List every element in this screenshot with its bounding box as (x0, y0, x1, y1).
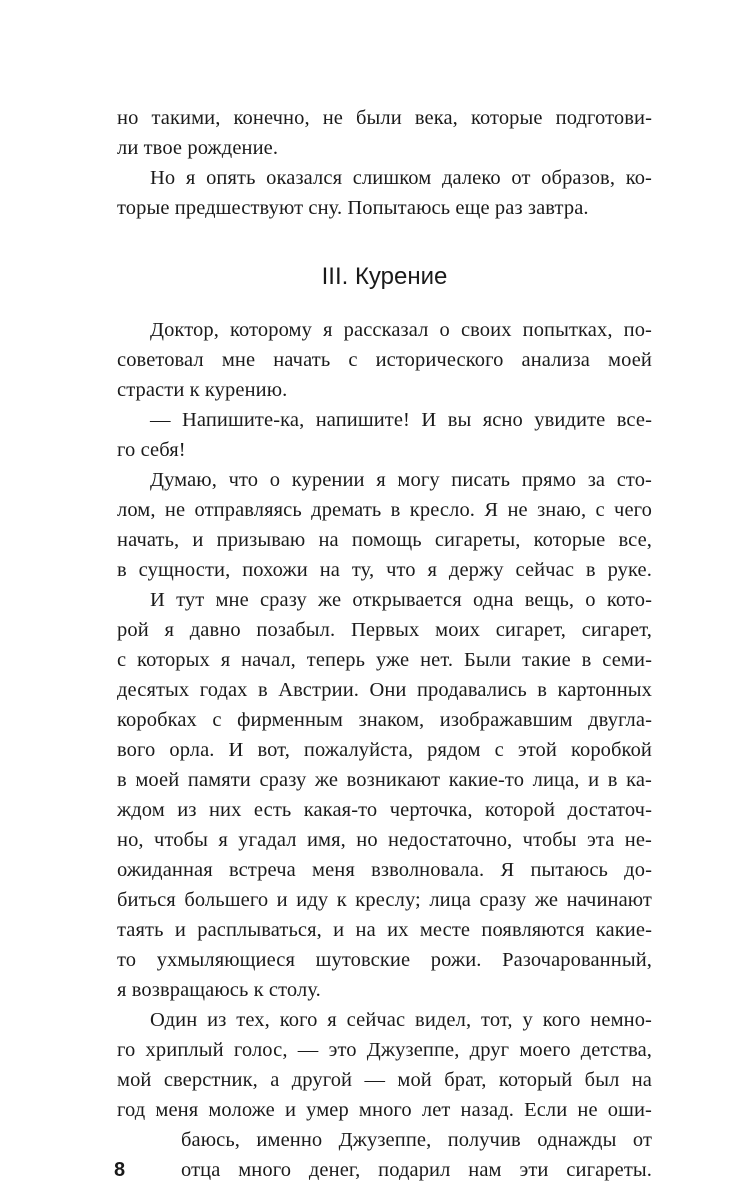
text-line: но такими, конечно, не были века, которые подготови- (117, 107, 652, 129)
text-line: страсти к курению. (117, 379, 288, 401)
text-line: десятых годах в Австрии. Они продавались в картонных (117, 679, 652, 701)
text-line: с которых я начал, теперь уже нет. Были такие в семи- (117, 649, 652, 671)
text-line: то ухмыляющиеся шутовские рожи. Разочарованный, (117, 949, 652, 971)
text-line: биться большего и иду к креслу; лица сразу же начинают (117, 889, 652, 911)
text-line: торые предшествуют сну. Попытаюсь еще раз завтра. (117, 197, 589, 219)
text-line: год меня моложе и умер много лет назад. Если не оши- (117, 1099, 652, 1121)
text-line: ждом из них есть какая-то черточка, которой достаточ- (117, 799, 652, 821)
page-number: 8 (114, 1159, 126, 1181)
text-line: в сущности, похожи на ту, что я держу сейчас в руке. (117, 559, 652, 581)
text-line: Думаю, что о курении я могу писать прямо за сто- (150, 469, 652, 491)
text-line: — Напишите-ка, напишите! И вы ясно увидите все- (150, 409, 652, 431)
text-line: Один из тех, кого я сейчас видел, тот, у кого немно- (150, 1009, 652, 1031)
text-line: мой сверстник, а другой — мой брат, который был на (117, 1069, 652, 1091)
text-line: Но я опять оказался слишком далеко от образов, ко- (150, 167, 652, 189)
text-line: советовал мне начать с исторического анализа моей (117, 349, 652, 371)
text-line: И тут мне сразу же открывается одна вещь, о кото- (150, 589, 652, 611)
text-line: таять и расплываться, и на их месте появляются какие- (117, 919, 652, 941)
text-line: ли твое рождение. (117, 137, 279, 159)
text-line: вого орла. И вот, пожалуйста, рядом с этой коробкой (117, 739, 652, 761)
text-line: баюсь, именно Джузеппе, получив однажды от (181, 1129, 652, 1151)
text-line: начать, и призываю на помощь сигареты, которые все, (117, 529, 652, 551)
text-line: рой я давно позабыл. Первых моих сигарет, сигарет, (117, 619, 652, 641)
text-line: лом, не отправляясь дремать в кресло. Я не знаю, с чего (117, 499, 652, 521)
text-line: Доктор, которому я рассказал о своих попытках, по- (150, 319, 652, 341)
chapter-heading: III. Курение (321, 263, 448, 290)
text-line: отца много денег, подарил нам эти сигареты. (181, 1159, 652, 1181)
text-line: я возвращаюсь к столу. (117, 979, 321, 1001)
text-line: го хриплый голос, — это Джузеппе, друг моего детства, (117, 1039, 652, 1061)
text-line: го себя! (117, 439, 186, 461)
text-line: но, чтобы я угадал имя, но недостаточно, чтобы эта не- (117, 829, 652, 851)
text-line: в моей памяти сразу же возникают какие-то лица, и в ка- (117, 769, 652, 791)
text-line: ожиданная встреча меня взволновала. Я пытаюсь до- (117, 859, 652, 881)
text-line: коробках с фирменным знаком, изображавшим двугла- (117, 709, 652, 731)
